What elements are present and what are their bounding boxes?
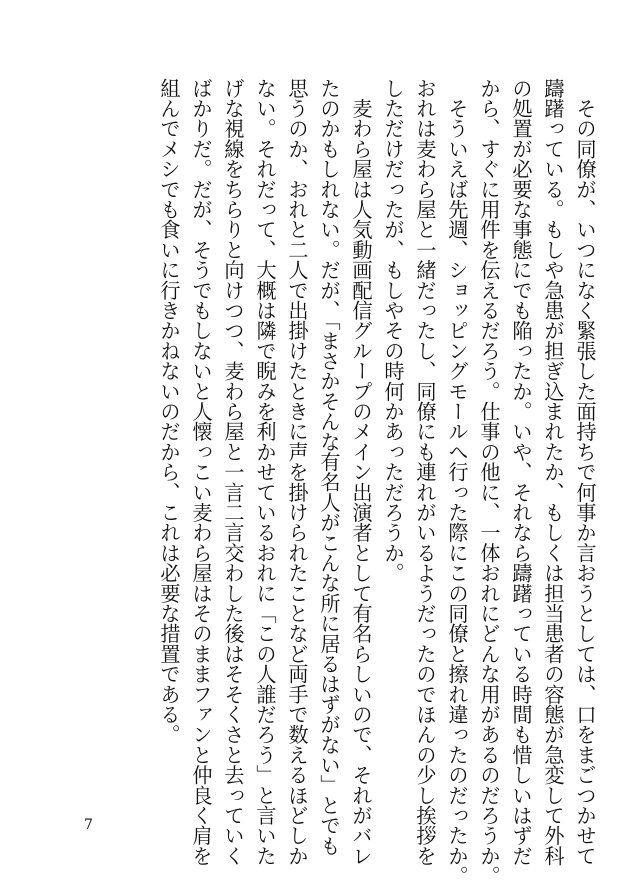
text-line: 組んでメシでも食いに行きかねないのだから、これは必要な措置である。 bbox=[157, 78, 181, 745]
page-number: 7 bbox=[84, 817, 93, 833]
text-line: から、すぐに用件を伝えるだろう。仕事の他に、一体おれにどんな用があるのだろうか。 bbox=[477, 78, 501, 886]
text-line: 躊躇っている。もしや急患が担ぎ込まれたか、もしくは担当患者の容態が急変して外科 bbox=[541, 78, 565, 866]
text-line: 思うのか、おれと二人で出掛けたときに声を掛けられたことなど両手で数えるほどしか bbox=[285, 78, 309, 866]
text-line: ない。それだって、大概は隣で睨みを利かせているおれに「この人誰だろう」と言いた bbox=[253, 78, 277, 866]
text-line: たのかもしれない。だが、「まさかそんな有名人がこんな所に居るはずがない」とでも bbox=[317, 78, 341, 856]
text-line: しただけだったが、もしやその時何かあっただろうか。 bbox=[381, 78, 405, 583]
text-line: げな視線をちらりと向けつつ、麦わら屋と一言二言交わした後はそそくさと去っていく bbox=[221, 78, 245, 866]
text-line: ばかりだ。だが、そうでもしないと人懐っこい麦わら屋はそのままファンと仲良く肩を bbox=[189, 78, 213, 866]
text-line: おれは麦わら屋と一緒だったし、同僚にも連れがいるようだったのでほんの少し挨拶を bbox=[413, 78, 437, 866]
text-line: の処置が必要な事態にでも陥ったか。いや、それなら躊躇っている時間も惜しいはずだ bbox=[509, 78, 533, 866]
vertical-text-body bbox=[81, 78, 601, 886]
text-line: そういえば先週、ショッピングモールへ行った際にこの同僚と擦れ違ったのだったか。 bbox=[445, 78, 469, 886]
text-line: その同僚が、いつになく緊張した面持ちで何事か言おうとしては、口をまごつかせて bbox=[573, 78, 597, 866]
text-line: 麦わら屋は人気動画配信グループのメイン出演者として有名らしいので、それがバレ bbox=[349, 78, 373, 866]
